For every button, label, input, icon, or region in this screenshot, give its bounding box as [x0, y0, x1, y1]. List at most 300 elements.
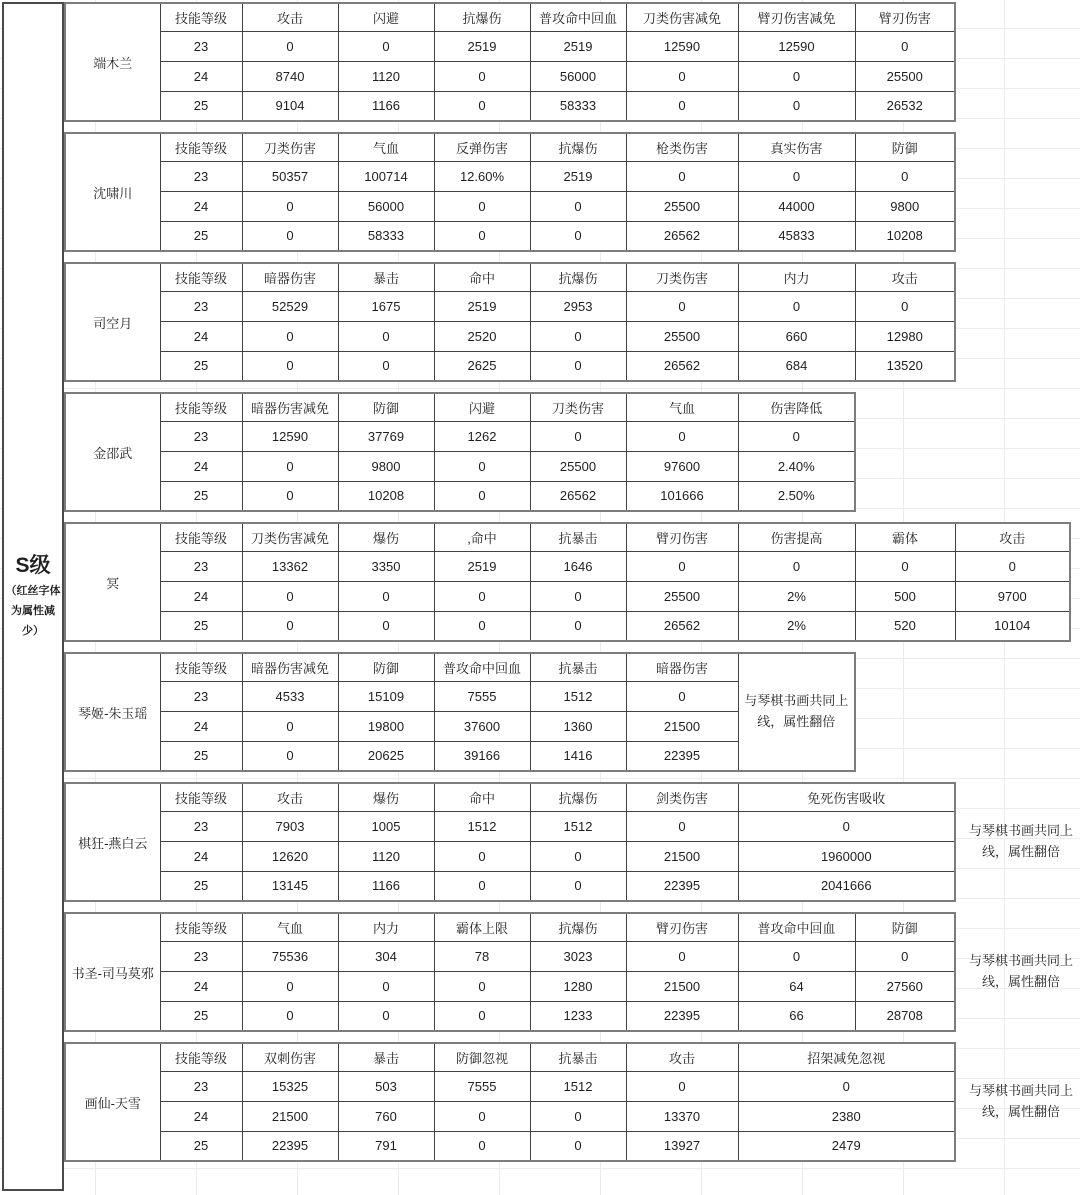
- column-header: 枪类伤害: [626, 133, 738, 161]
- column-header: 技能等级: [160, 783, 242, 811]
- stat-value-cell: 0: [242, 1001, 338, 1031]
- stat-value-cell: 52529: [242, 291, 338, 321]
- skill-level-cell: 25: [160, 611, 242, 641]
- stat-value-cell: 760: [338, 1101, 434, 1131]
- column-header: 内力: [338, 913, 434, 941]
- stat-value-cell: 0: [530, 871, 626, 901]
- stat-value-cell: 2380: [738, 1101, 955, 1131]
- stat-value-cell: 9104: [242, 91, 338, 121]
- column-header: 抗爆伤: [530, 263, 626, 291]
- character-block: [64, 392, 1080, 512]
- stat-value-cell: 26562: [530, 481, 626, 511]
- stat-value-cell: 0: [434, 581, 530, 611]
- column-header: 闪避: [338, 3, 434, 31]
- stat-value-cell: 304: [338, 941, 434, 971]
- stat-value-cell: 0: [530, 841, 626, 871]
- stat-value-cell: 0: [738, 161, 855, 191]
- stat-value-cell: 0: [530, 191, 626, 221]
- skill-level-cell: 24: [160, 581, 242, 611]
- stat-value-cell: 58333: [338, 221, 434, 251]
- stats-table: [64, 522, 1071, 642]
- stat-value-cell: 26562: [626, 221, 738, 251]
- column-header: 普攻命中回血: [434, 653, 530, 681]
- skill-level-cell: 24: [160, 61, 242, 91]
- shared-launch-note: 与琴棋书画共同上线，属性翻倍: [968, 953, 1073, 989]
- stat-value-cell: 1416: [530, 741, 626, 771]
- stat-value-cell: 19800: [338, 711, 434, 741]
- stat-value-cell: 0: [738, 61, 855, 91]
- column-header: 刀类伤害: [626, 263, 738, 291]
- stat-value-cell: 0: [434, 221, 530, 251]
- column-header: 伤害提高: [738, 523, 855, 551]
- stat-value-cell: 15325: [242, 1071, 338, 1101]
- column-header: 臂刃伤害减免: [738, 3, 855, 31]
- rank-note: （红丝字体为属性减少）: [5, 584, 61, 637]
- stat-value-cell: 0: [242, 351, 338, 381]
- stat-value-cell: 0: [855, 291, 955, 321]
- stat-value-cell: 0: [434, 841, 530, 871]
- stat-value-cell: 0: [738, 811, 955, 841]
- skill-level-cell: 24: [160, 191, 242, 221]
- stat-value-cell: 12590: [738, 31, 855, 61]
- skill-level-cell: 24: [160, 971, 242, 1001]
- stat-value-cell: 684: [738, 351, 855, 381]
- stat-value-cell: 10104: [955, 611, 1070, 641]
- stat-value-cell: 0: [530, 1131, 626, 1161]
- column-header: 霸体上限: [434, 913, 530, 941]
- stat-value-cell: 520: [855, 611, 955, 641]
- stat-value-cell: 0: [855, 941, 955, 971]
- stat-value-cell: 9800: [855, 191, 955, 221]
- column-header: 剑类伤害: [626, 783, 738, 811]
- stat-value-cell: 0: [434, 61, 530, 91]
- column-header: 闪避: [434, 393, 530, 421]
- stat-value-cell: 1120: [338, 841, 434, 871]
- stat-value-cell: 21500: [626, 971, 738, 1001]
- skill-level-cell: 24: [160, 711, 242, 741]
- skill-level-cell: 24: [160, 321, 242, 351]
- stats-table: [64, 782, 956, 902]
- stat-value-cell: 1512: [530, 681, 626, 711]
- column-header: 气血: [626, 393, 738, 421]
- stat-value-cell: 0: [338, 971, 434, 1001]
- stat-value-cell: 22395: [626, 1001, 738, 1031]
- column-header: 技能等级: [160, 523, 242, 551]
- stat-value-cell: 660: [738, 321, 855, 351]
- stat-value-cell: 0: [738, 91, 855, 121]
- column-header: 防御: [855, 133, 955, 161]
- column-header: ,命中: [434, 523, 530, 551]
- stat-value-cell: 20625: [338, 741, 434, 771]
- column-header: 抗爆伤: [530, 133, 626, 161]
- skill-level-cell: 25: [160, 1001, 242, 1031]
- stat-value-cell: 39166: [434, 741, 530, 771]
- stat-value-cell: 22395: [626, 871, 738, 901]
- stat-value-cell: 101666: [626, 481, 738, 511]
- character-name-cell: 画仙-天雪: [65, 1043, 160, 1161]
- column-header: 暴击: [338, 1043, 434, 1071]
- skill-level-cell: 25: [160, 351, 242, 381]
- blocks-container: [64, 2, 1080, 1172]
- column-header: 气血: [242, 913, 338, 941]
- character-block: [64, 262, 1080, 382]
- column-header: 刀类伤害: [530, 393, 626, 421]
- stat-value-cell: 25500: [626, 321, 738, 351]
- column-header: 抗暴击: [530, 653, 626, 681]
- stat-value-cell: 13362: [242, 551, 338, 581]
- stat-value-cell: 13520: [855, 351, 955, 381]
- stat-value-cell: 1166: [338, 91, 434, 121]
- column-header: 攻击: [242, 783, 338, 811]
- character-name-cell: 棋狂-燕白云: [65, 783, 160, 901]
- stat-value-cell: 0: [626, 421, 738, 451]
- stat-value-cell: 500: [855, 581, 955, 611]
- character-block: [64, 132, 1080, 252]
- column-header: 刀类伤害减免: [242, 523, 338, 551]
- stat-value-cell: 37600: [434, 711, 530, 741]
- skill-level-cell: 24: [160, 451, 242, 481]
- stat-value-cell: 0: [626, 61, 738, 91]
- column-header: 攻击: [242, 3, 338, 31]
- stat-value-cell: 1512: [434, 811, 530, 841]
- column-header: 爆伤: [338, 783, 434, 811]
- stat-value-cell: 12620: [242, 841, 338, 871]
- character-name-cell: 司空月: [65, 263, 160, 381]
- stat-value-cell: 0: [738, 421, 855, 451]
- character-name-cell: 书圣-司马莫邪: [65, 913, 160, 1031]
- shared-launch-note: 与琴棋书画共同上线，属性翻倍: [968, 823, 1073, 859]
- stat-value-cell: 44000: [738, 191, 855, 221]
- character-name-cell: 沈啸川: [65, 133, 160, 251]
- stat-value-cell: 3350: [338, 551, 434, 581]
- stat-value-cell: 25500: [530, 451, 626, 481]
- stat-value-cell: 0: [242, 581, 338, 611]
- stat-value-cell: 12980: [855, 321, 955, 351]
- column-header: 防御: [338, 653, 434, 681]
- column-header: 技能等级: [160, 913, 242, 941]
- stat-value-cell: 12590: [242, 421, 338, 451]
- stat-value-cell: 0: [434, 1131, 530, 1161]
- stat-value-cell: 0: [530, 321, 626, 351]
- stats-table: [64, 132, 956, 252]
- character-block: [64, 782, 1080, 902]
- character-name-cell: 琴姬-朱玉瑶: [65, 653, 160, 771]
- stat-value-cell: 0: [242, 971, 338, 1001]
- column-header: 普攻命中回血: [530, 3, 626, 31]
- stat-value-cell: 0: [242, 321, 338, 351]
- stat-value-cell: 0: [626, 161, 738, 191]
- column-header: 爆伤: [338, 523, 434, 551]
- stat-value-cell: 0: [626, 291, 738, 321]
- stat-value-cell: 0: [530, 221, 626, 251]
- column-header: 霸体: [855, 523, 955, 551]
- stat-value-cell: 22395: [242, 1131, 338, 1161]
- column-header: 臂刃伤害: [626, 913, 738, 941]
- column-header: 暗器伤害减免: [242, 653, 338, 681]
- stat-value-cell: 25500: [855, 61, 955, 91]
- skill-level-cell: 23: [160, 421, 242, 451]
- stat-value-cell: 10208: [855, 221, 955, 251]
- stat-value-cell: 1005: [338, 811, 434, 841]
- stat-value-cell: 2519: [530, 161, 626, 191]
- stat-value-cell: 0: [738, 941, 855, 971]
- skill-level-cell: 25: [160, 91, 242, 121]
- stat-value-cell: 100714: [338, 161, 434, 191]
- stat-value-cell: 50357: [242, 161, 338, 191]
- stat-value-cell: 0: [530, 421, 626, 451]
- stat-value-cell: 0: [738, 1071, 955, 1101]
- stat-value-cell: 13927: [626, 1131, 738, 1161]
- stat-value-cell: 0: [955, 551, 1070, 581]
- skill-level-cell: 24: [160, 1101, 242, 1131]
- stat-value-cell: 27560: [855, 971, 955, 1001]
- stat-value-cell: 1262: [434, 421, 530, 451]
- column-header: 普攻命中回血: [738, 913, 855, 941]
- column-header: 双刺伤害: [242, 1043, 338, 1071]
- stat-value-cell: 0: [530, 581, 626, 611]
- stat-value-cell: 64: [738, 971, 855, 1001]
- stat-value-cell: 0: [242, 711, 338, 741]
- column-header: 暗器伤害: [242, 263, 338, 291]
- stat-value-cell: 10208: [338, 481, 434, 511]
- stat-value-cell: 0: [434, 481, 530, 511]
- stat-value-cell: 9700: [955, 581, 1070, 611]
- stat-value-cell: 0: [242, 611, 338, 641]
- stat-value-cell: 0: [434, 91, 530, 121]
- stat-value-cell: 37769: [338, 421, 434, 451]
- stat-value-cell: 8740: [242, 61, 338, 91]
- skill-level-cell: 24: [160, 841, 242, 871]
- stat-value-cell: 0: [338, 321, 434, 351]
- column-header: 攻击: [955, 523, 1070, 551]
- stats-table: [64, 2, 956, 122]
- rank-label: S级: [15, 554, 51, 578]
- stat-value-cell: 0: [434, 451, 530, 481]
- skill-level-cell: 23: [160, 31, 242, 61]
- skill-level-cell: 23: [160, 551, 242, 581]
- column-header: 刀类伤害: [242, 133, 338, 161]
- stat-value-cell: 0: [434, 1001, 530, 1031]
- stat-value-cell: 26532: [855, 91, 955, 121]
- stat-value-cell: 0: [738, 551, 855, 581]
- stat-value-cell: 0: [855, 551, 955, 581]
- skill-level-cell: 23: [160, 1071, 242, 1101]
- stat-value-cell: 2519: [434, 551, 530, 581]
- column-header: 免死伤害吸收: [738, 783, 955, 811]
- column-header: 抗爆伤: [530, 783, 626, 811]
- stat-value-cell: 26562: [626, 351, 738, 381]
- column-header: 攻击: [626, 1043, 738, 1071]
- column-header: 臂刃伤害: [626, 523, 738, 551]
- column-header: 招架减免忽视: [738, 1043, 955, 1071]
- stats-table: [64, 392, 856, 512]
- stat-value-cell: 0: [626, 1071, 738, 1101]
- stats-table: [64, 262, 956, 382]
- stat-value-cell: 503: [338, 1071, 434, 1101]
- stats-table: [64, 912, 956, 1032]
- skill-level-cell: 25: [160, 871, 242, 901]
- stat-value-cell: 0: [242, 481, 338, 511]
- stat-value-cell: 21500: [626, 841, 738, 871]
- stat-value-cell: 56000: [338, 191, 434, 221]
- column-header: 气血: [338, 133, 434, 161]
- stat-value-cell: 75536: [242, 941, 338, 971]
- stat-value-cell: 0: [434, 971, 530, 1001]
- column-header: 技能等级: [160, 1043, 242, 1071]
- skill-level-cell: 25: [160, 481, 242, 511]
- stat-value-cell: 7903: [242, 811, 338, 841]
- stat-value-cell: 7555: [434, 1071, 530, 1101]
- stat-value-cell: 13145: [242, 871, 338, 901]
- skill-level-cell: 25: [160, 221, 242, 251]
- stat-value-cell: 0: [434, 191, 530, 221]
- stat-value-cell: 1280: [530, 971, 626, 1001]
- stat-value-cell: 12590: [626, 31, 738, 61]
- stat-value-cell: 0: [338, 581, 434, 611]
- stat-value-cell: 2520: [434, 321, 530, 351]
- stat-value-cell: 4533: [242, 681, 338, 711]
- column-header: 防御: [855, 913, 955, 941]
- character-block: [64, 652, 1080, 772]
- stat-value-cell: 791: [338, 1131, 434, 1161]
- rank-text: [4, 553, 62, 639]
- stat-value-cell: 3023: [530, 941, 626, 971]
- character-name-cell: 端木兰: [65, 3, 160, 121]
- stats-table: [64, 1042, 956, 1162]
- shared-launch-note: 与琴棋书画共同上线，属性翻倍: [968, 1083, 1073, 1119]
- stat-value-cell: 56000: [530, 61, 626, 91]
- stat-value-cell: 0: [338, 31, 434, 61]
- stat-value-cell: 0: [242, 191, 338, 221]
- column-header: 技能等级: [160, 653, 242, 681]
- skill-level-cell: 25: [160, 1131, 242, 1161]
- skill-level-cell: 23: [160, 161, 242, 191]
- stat-value-cell: 28708: [855, 1001, 955, 1031]
- rank-label-cell: [2, 2, 64, 1191]
- stat-value-cell: 0: [530, 611, 626, 641]
- stat-value-cell: 58333: [530, 91, 626, 121]
- skill-level-cell: 23: [160, 941, 242, 971]
- stat-value-cell: 2519: [434, 291, 530, 321]
- stat-value-cell: 0: [530, 351, 626, 381]
- column-header: 伤害降低: [738, 393, 855, 421]
- stat-value-cell: 0: [338, 1001, 434, 1031]
- stat-value-cell: 0: [242, 741, 338, 771]
- column-header: 技能等级: [160, 133, 242, 161]
- stat-value-cell: 0: [434, 1101, 530, 1131]
- character-block: [64, 1042, 1080, 1162]
- stat-value-cell: 1675: [338, 291, 434, 321]
- stat-value-cell: 45833: [738, 221, 855, 251]
- column-header: 防御: [338, 393, 434, 421]
- stat-value-cell: 0: [242, 221, 338, 251]
- stat-value-cell: 15109: [338, 681, 434, 711]
- stat-value-cell: 2%: [738, 611, 855, 641]
- stat-value-cell: 0: [434, 611, 530, 641]
- column-header: 反弹伤害: [434, 133, 530, 161]
- stat-value-cell: 78: [434, 941, 530, 971]
- column-header: 内力: [738, 263, 855, 291]
- stat-value-cell: 21500: [626, 711, 738, 741]
- stat-value-cell: 0: [338, 611, 434, 641]
- character-name-cell: 冥: [65, 523, 160, 641]
- stat-value-cell: 0: [434, 871, 530, 901]
- stat-value-cell: 25500: [626, 581, 738, 611]
- stat-value-cell: 21500: [242, 1101, 338, 1131]
- stat-value-cell: 0: [855, 161, 955, 191]
- stat-value-cell: 2041666: [738, 871, 955, 901]
- stat-value-cell: 0: [530, 1101, 626, 1131]
- stats-table: [64, 652, 856, 772]
- stat-value-cell: 0: [242, 31, 338, 61]
- stat-value-cell: 26562: [626, 611, 738, 641]
- stat-value-cell: 13370: [626, 1101, 738, 1131]
- stat-value-cell: 0: [242, 451, 338, 481]
- stat-value-cell: 2%: [738, 581, 855, 611]
- column-header: 抗爆伤: [434, 3, 530, 31]
- stat-value-cell: 97600: [626, 451, 738, 481]
- column-header: 抗爆伤: [530, 913, 626, 941]
- character-block: [64, 522, 1080, 642]
- stat-value-cell: 1512: [530, 811, 626, 841]
- shared-launch-note-cell: 与琴棋书画共同上线，属性翻倍: [738, 653, 855, 771]
- stat-value-cell: 0: [626, 91, 738, 121]
- stat-value-cell: 12.60%: [434, 161, 530, 191]
- column-header: 暗器伤害减免: [242, 393, 338, 421]
- column-header: 命中: [434, 783, 530, 811]
- stat-value-cell: 1960000: [738, 841, 955, 871]
- stat-value-cell: 2.50%: [738, 481, 855, 511]
- stat-value-cell: 0: [338, 351, 434, 381]
- stat-value-cell: 2953: [530, 291, 626, 321]
- column-header: 抗暴击: [530, 1043, 626, 1071]
- column-header: 暴击: [338, 263, 434, 291]
- stat-value-cell: 2479: [738, 1131, 955, 1161]
- column-header: 技能等级: [160, 393, 242, 421]
- stat-value-cell: 9800: [338, 451, 434, 481]
- stat-value-cell: 0: [626, 941, 738, 971]
- stat-value-cell: 0: [738, 291, 855, 321]
- stat-value-cell: 1646: [530, 551, 626, 581]
- stat-value-cell: 2625: [434, 351, 530, 381]
- skill-level-cell: 23: [160, 681, 242, 711]
- stat-value-cell: 0: [626, 551, 738, 581]
- column-header: 抗暴击: [530, 523, 626, 551]
- column-header: 技能等级: [160, 3, 242, 31]
- stat-value-cell: 25500: [626, 191, 738, 221]
- stat-value-cell: 7555: [434, 681, 530, 711]
- column-header: 命中: [434, 263, 530, 291]
- stat-value-cell: 1360: [530, 711, 626, 741]
- character-block: [64, 2, 1080, 122]
- character-block: [64, 912, 1080, 1032]
- column-header: 技能等级: [160, 263, 242, 291]
- column-header: 防御忽视: [434, 1043, 530, 1071]
- skill-level-cell: 23: [160, 811, 242, 841]
- column-header: 暗器伤害: [626, 653, 738, 681]
- column-header: 真实伤害: [738, 133, 855, 161]
- column-header: 刀类伤害减免: [626, 3, 738, 31]
- stat-value-cell: 1233: [530, 1001, 626, 1031]
- stat-value-cell: 22395: [626, 741, 738, 771]
- skill-level-cell: 25: [160, 741, 242, 771]
- stat-value-cell: 2519: [434, 31, 530, 61]
- column-header: 攻击: [855, 263, 955, 291]
- character-name-cell: 金邵武: [65, 393, 160, 511]
- stat-value-cell: 2519: [530, 31, 626, 61]
- column-header: 臂刃伤害: [855, 3, 955, 31]
- stat-value-cell: 1166: [338, 871, 434, 901]
